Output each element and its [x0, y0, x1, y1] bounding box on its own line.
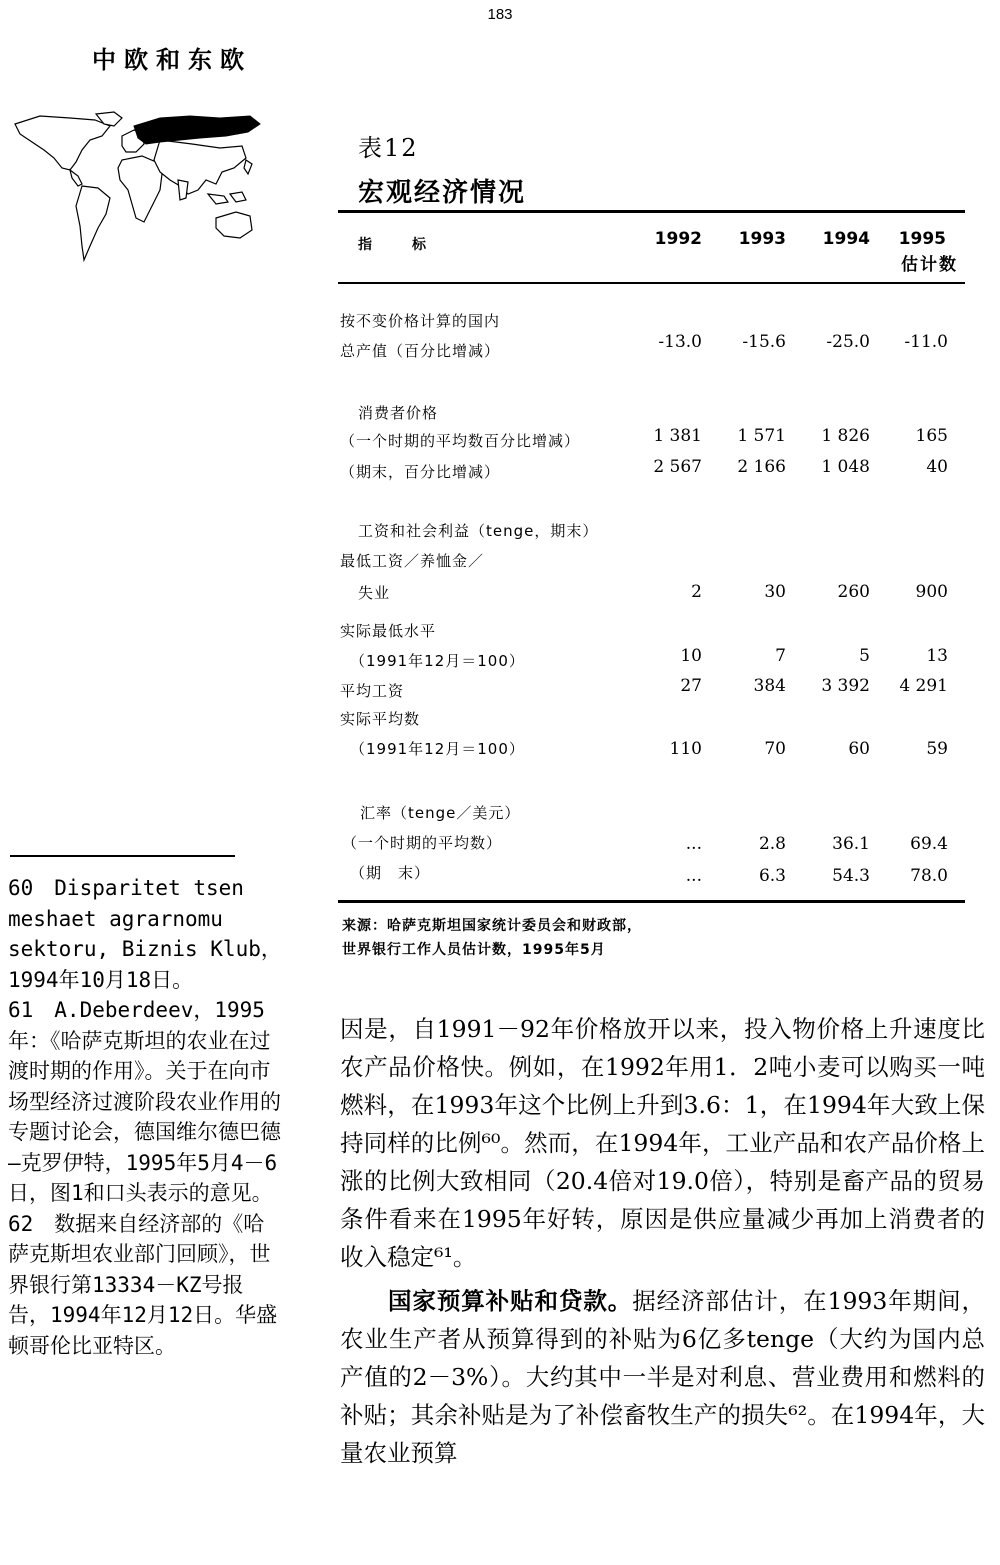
cell-value: 384	[753, 676, 786, 696]
cell-value: 30	[764, 582, 786, 602]
cell-value: 27	[680, 676, 702, 696]
cell-value: 5	[859, 646, 870, 666]
row-label: 最低工资／养恤金／	[340, 552, 485, 570]
row-label: 汇率（tenge／美元）	[360, 804, 521, 822]
row-label: 消费者价格	[358, 404, 439, 422]
paragraph-lead: 国家预算补贴和贷款。	[388, 1287, 633, 1315]
cell-value: 2.8	[758, 834, 786, 854]
world-map-icon	[10, 110, 270, 270]
cell-value: 60	[848, 739, 870, 759]
cell-value: 165	[915, 426, 948, 446]
cell-value: 110	[669, 739, 702, 759]
body-text	[340, 1010, 985, 1472]
row-label: 失业	[358, 584, 391, 602]
table-source	[342, 914, 642, 962]
indicator-header: 指 标	[358, 237, 430, 253]
cell-value: 6.3	[758, 866, 786, 886]
row-label: （期末，百分比增减）	[340, 463, 501, 481]
row-label: 按不变价格计算的国内	[340, 312, 501, 330]
row-label: 工资和社会利益（tenge，期末）	[358, 522, 599, 540]
cell-value: 1 826	[821, 426, 870, 446]
table-header-rule	[338, 282, 965, 284]
row-label: 实际最低水平	[340, 622, 437, 640]
cell-value: 1 048	[821, 457, 870, 477]
footnote-62: 62 数据来自经济部的《哈萨克斯坦农业部门回顾》，世界银行第13334－KZ号报告，1994年12月12日。华盛顿哥伦比亚特区。	[8, 1211, 278, 1358]
cell-value: 2 567	[653, 457, 702, 477]
footnote-60: 60 Disparitet tsen meshaet agrarnomu sektoru, Biznis Klub，1994年10月18日。	[8, 876, 282, 992]
body-paragraph	[340, 1282, 985, 1472]
cell-value: ...	[685, 866, 702, 886]
source-line: 世界银行工作人员估计数，1995年5月	[342, 942, 606, 958]
cell-value: 36.1	[832, 834, 870, 854]
year-header-1993: 1993	[738, 229, 786, 249]
cell-value: 54.3	[832, 866, 870, 886]
row-label: 总产值（百分比增减）	[340, 342, 501, 360]
cell-value: 1 571	[737, 426, 786, 446]
cell-value: 4 291	[899, 676, 948, 696]
cell-value: 13	[926, 646, 948, 666]
cell-value: 10	[680, 646, 702, 666]
cell-value: -11.0	[904, 332, 948, 352]
table-title: 宏观经济情况	[358, 178, 527, 208]
region-title: 中欧和东欧	[92, 46, 252, 74]
footnotes	[8, 873, 283, 1361]
cell-value: 3 392	[821, 676, 870, 696]
source-line: 来源：哈萨克斯坦国家统计委员会和财政部，	[342, 918, 642, 934]
row-label: （一个时期的平均数）	[342, 834, 503, 852]
cell-value: 70	[764, 739, 786, 759]
cell-value: 260	[837, 582, 870, 602]
year-header-1992: 1992	[654, 229, 702, 249]
cell-value: 78.0	[910, 866, 948, 886]
table-bottom-rule	[338, 900, 965, 903]
row-label: （期 末）	[350, 864, 431, 882]
cell-value: ...	[685, 834, 702, 854]
cell-value: 59	[926, 739, 948, 759]
paragraph-text: 据经济部估计，在1993年期间，农业生产者从预算得到的补贴为6亿多tenge（大约为国内总产值的2－3%）。大约其中一半是对利息、营业费用和燃料的补贴；其余补贴是为了补偿畜牧生产的损失⁶²。在1994年，大量农业预算	[340, 1287, 986, 1467]
cell-value: 2	[691, 582, 702, 602]
cell-value: -13.0	[658, 332, 702, 352]
cell-value: -25.0	[826, 332, 870, 352]
cell-value: 7	[775, 646, 786, 666]
year-header-1994: 1994	[822, 229, 870, 249]
cell-value: 40	[926, 457, 948, 477]
row-label: （1991年12月＝100）	[350, 740, 525, 758]
estimate-note: 估计数	[901, 255, 958, 275]
cell-value: -15.6	[742, 332, 786, 352]
year-header-1995: 1995	[898, 229, 946, 249]
row-label: 平均工资	[340, 682, 405, 700]
row-label: （1991年12月＝100）	[350, 652, 525, 670]
row-label: 实际平均数	[340, 710, 421, 728]
row-label: （一个时期的平均数百分比增减）	[340, 432, 581, 450]
cell-value: 1 381	[653, 426, 702, 446]
table-top-rule	[338, 210, 965, 213]
cell-value: 69.4	[910, 834, 948, 854]
body-paragraph: 因是，自1991－92年价格放开以来，投入物价格上升速度比农产品价格快。例如，在1992年用1．2吨小麦可以购买一吨燃料，在1993年这个比例上升到3.6：1，在1994年大致上保持同样的比例⁶⁰。然而，在1994年，工业产品和农产品价格上涨的比例大致相同（20.4倍对19.0倍），特别是畜产品的贸易条件看来在1995年好转，原因是供应量减少再加上消费者的收入稳定⁶¹。	[340, 1015, 985, 1271]
cell-value: 2 166	[737, 457, 786, 477]
footnote-divider	[10, 855, 235, 857]
table-number: 表12	[358, 134, 419, 162]
page-number: 183	[487, 6, 513, 23]
footnote-61: 61 A.Deberdeev，1995年：《哈萨克斯坦的农业在过渡时期的作用》。关于在向市场型经济过渡阶段农业作用的专题讨论会，德国维尔德巴德—克罗伊特，1995年5月4－6日，图1和口头表示的意见。	[8, 998, 281, 1205]
cell-value: 900	[915, 582, 948, 602]
